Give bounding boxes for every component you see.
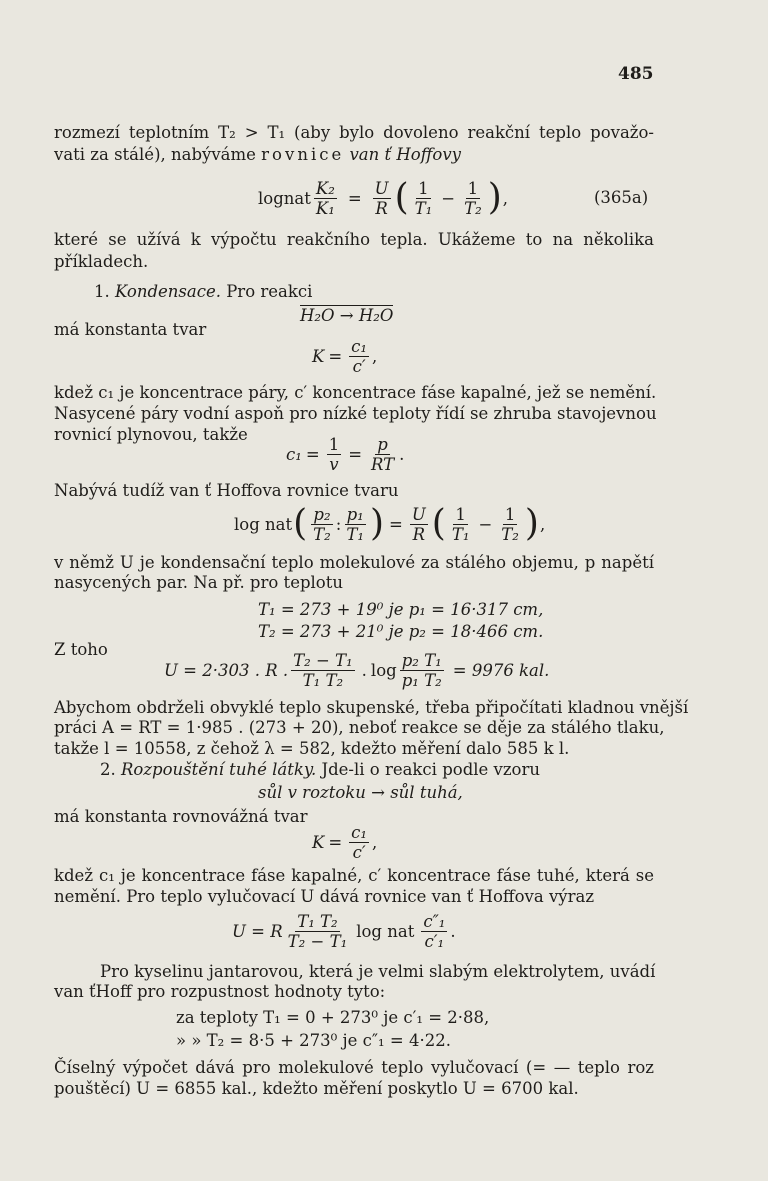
temperature-line-1: T₁ = 273 + 19⁰ je p₁ = 16·317 cm, bbox=[258, 600, 544, 619]
numerator-c1: c₁ bbox=[351, 822, 368, 842]
denominator-R: R bbox=[412, 524, 426, 544]
text-line-13: Z toho bbox=[54, 640, 108, 659]
fraction-1-T1 bbox=[450, 505, 472, 544]
denominator-cp: c′ bbox=[352, 356, 366, 376]
page-number: 485 bbox=[618, 64, 654, 84]
equals-sign: = bbox=[348, 444, 363, 464]
text-line-2a: vati za stálé), nabýváme bbox=[54, 145, 256, 164]
right-paren: ) bbox=[487, 177, 502, 218]
numerator-1: 1 bbox=[328, 434, 340, 454]
text-line-5 bbox=[94, 282, 312, 302]
fraction-p1-T1 bbox=[344, 505, 366, 544]
numerator-p2: p₂ bbox=[313, 504, 331, 524]
fraction-1-T2 bbox=[499, 505, 521, 544]
section-kondensace: Kondensace. bbox=[115, 282, 221, 301]
solubility-row-1: za teploty T₁ = 0 + 273⁰ je c′₁ = 2·88, bbox=[176, 1008, 490, 1027]
denominator-T2: T₂ bbox=[464, 198, 482, 218]
text-line-2 bbox=[54, 145, 654, 165]
left-paren: ( bbox=[431, 503, 446, 544]
fraction-U-R bbox=[373, 179, 391, 218]
fraction-K2-K1 bbox=[314, 179, 337, 218]
numerator-p2T1: p₂ T₁ bbox=[401, 650, 442, 670]
left-paren: ( bbox=[394, 177, 409, 218]
numerator-p: p bbox=[377, 434, 388, 454]
text-line-2b: rovnice bbox=[261, 145, 345, 164]
text-line-14: Abychom obdrželi obvyklé teplo skupenské, třeba připočítati kladnou vnější bbox=[54, 698, 689, 717]
text-line-17c: Jde-li o reakci podle vzoru bbox=[321, 760, 541, 779]
symbol-K: K bbox=[312, 346, 325, 366]
fraction-p2-T2 bbox=[311, 505, 333, 544]
reaction-h2o bbox=[300, 306, 393, 326]
fraction-cpp1-cp1 bbox=[421, 912, 447, 951]
colon: : bbox=[335, 514, 342, 534]
fraction-p2T1-p1T2 bbox=[400, 651, 444, 690]
text-line-20: kdež c₁ je koncentrace fáse kapalné, c′ koncentrace fáse tuhé, která se bbox=[54, 866, 654, 885]
comma: , bbox=[539, 514, 546, 534]
fraction-T2mT1-T1T2 bbox=[291, 651, 355, 690]
comma: , bbox=[372, 832, 378, 852]
text-line-16: takže l = 10558, z čehož λ = 582, kdežto měření dalo 585 k l. bbox=[54, 739, 570, 758]
comma: , bbox=[502, 188, 508, 208]
equation-K-c1-cp bbox=[312, 334, 377, 378]
denominator-v: v bbox=[329, 454, 339, 474]
text-line-8: Nasycené páry vodní aspoň pro nízké teploty řídí se zhruba stavojevnou bbox=[54, 404, 657, 423]
text-line-18: sůl v roztoku → sůl tuhá, bbox=[258, 783, 463, 802]
equals-sign: = bbox=[389, 514, 403, 534]
section-rozpousteni: Rozpouštění tuhé látky. bbox=[121, 760, 317, 779]
log-label: log bbox=[370, 660, 397, 680]
equals-sign: = bbox=[328, 832, 343, 852]
denominator-T2: T₂ bbox=[313, 524, 331, 544]
text-line-4: příkladech. bbox=[54, 252, 149, 271]
period: . bbox=[399, 444, 405, 464]
text-line-17 bbox=[100, 760, 540, 780]
fraction-U-R bbox=[410, 505, 428, 544]
right-paren: ) bbox=[369, 503, 385, 544]
denominator-p1T2: p₁ T₂ bbox=[401, 670, 442, 690]
temperature-line-2: T₂ = 273 + 21⁰ je p₂ = 18·466 cm. bbox=[258, 622, 544, 641]
text-line-12: nasycených par. Na př. pro teplotu bbox=[54, 573, 343, 592]
denominator-R: R bbox=[375, 198, 388, 218]
fraction-c1-cp bbox=[349, 337, 369, 376]
numerator-U: U bbox=[374, 178, 389, 198]
text-line-5c: Pro reakci bbox=[226, 282, 313, 301]
lognat-label: lognat bbox=[258, 188, 311, 208]
text-line-15: práci A = RT = 1·985 . (273 + 20), neboť reakce se děje za stálého tlaku, bbox=[54, 718, 665, 737]
minus-sign: − bbox=[441, 188, 456, 208]
U-result: = 9976 kal. bbox=[452, 660, 550, 680]
fraction-1-T1 bbox=[413, 179, 435, 218]
numerator-cpp1: c″₁ bbox=[423, 911, 446, 931]
item-number-1: 1. bbox=[94, 282, 110, 301]
denominator-cp: c′ bbox=[352, 842, 366, 862]
item-number-2: 2. bbox=[100, 760, 116, 779]
fraction-c1-cp bbox=[349, 823, 369, 862]
text-line-19: má konstanta rovnovážná tvar bbox=[54, 807, 308, 826]
fraction-1-T2 bbox=[462, 179, 484, 218]
equation-label-365a: (365a) bbox=[594, 188, 649, 207]
text-line-9: rovnicí plynovou, takže bbox=[54, 425, 248, 444]
equation-365a bbox=[258, 170, 508, 226]
denominator-K1: K₁ bbox=[315, 198, 335, 218]
equals-sign: = bbox=[305, 444, 320, 464]
reaction-formula: H₂O → H₂O bbox=[300, 306, 394, 325]
equals-sign: = bbox=[347, 188, 362, 208]
solubility-row-2: » » T₂ = 8·5 + 273⁰ je c″₁ = 4·22. bbox=[176, 1031, 451, 1050]
comma: , bbox=[372, 346, 378, 366]
denominator-T1: T₁ bbox=[451, 524, 470, 544]
lognat-label: log nat bbox=[356, 921, 415, 941]
text-line-2c: van ť Hoffovy bbox=[349, 145, 461, 164]
text-line-27: pouštěcí) U = 6855 kal., kdežto měření poskytlo U = 6700 kal. bbox=[54, 1079, 579, 1098]
period: . bbox=[450, 921, 456, 941]
lognat-label: log nat bbox=[234, 514, 293, 534]
text-line-11: v němž U je kondensační teplo molekulové za stálého objemu, p napětí bbox=[54, 553, 654, 572]
text-line-10: Nabývá tudíž van ť Hoffova rovnice tvaru bbox=[54, 481, 399, 500]
numerator-p1: p₁ bbox=[346, 504, 364, 524]
equation-lognat-pressure bbox=[234, 500, 545, 548]
period: . bbox=[361, 660, 367, 680]
text-line-22: Pro kyselinu jantarovou, která je velmi slabým elektrolytem, uvádí bbox=[100, 962, 656, 981]
denominator-RT: RT bbox=[371, 454, 395, 474]
text-line-6: má konstanta tvar bbox=[54, 320, 207, 339]
denominator-cp1: c′₁ bbox=[424, 931, 445, 951]
left-paren: ( bbox=[293, 503, 308, 544]
numerator-c1: c₁ bbox=[351, 336, 368, 356]
denominator-T2: T₂ bbox=[501, 524, 519, 544]
numerator-T1T2: T₁ T₂ bbox=[297, 911, 338, 931]
equation-K-c1-cp-2 bbox=[312, 820, 377, 864]
symbol-c1: c₁ bbox=[286, 444, 302, 464]
denominator-T1T2: T₁ T₂ bbox=[302, 670, 344, 690]
text-line-26: Číselný výpočet dává pro molekulové teplo vylučovací (= — teplo roz bbox=[54, 1058, 654, 1077]
equation-U-R-lognat bbox=[232, 908, 456, 954]
numerator-1: 1 bbox=[455, 504, 466, 524]
text-line-3: které se užívá k výpočtu reakčního tepla. Ukážeme to na několika bbox=[54, 230, 654, 249]
text-line-21: nemění. Pro teplo vylučovací U dává rovnice van ť Hoffova výraz bbox=[54, 887, 595, 906]
numerator-K2: K₂ bbox=[315, 178, 335, 198]
numerator-T2mT1: T₂ − T₁ bbox=[293, 650, 353, 670]
text-line-23: van ťHoff pro rozpustnost hodnoty tyto: bbox=[54, 982, 386, 1001]
fraction-1-v bbox=[327, 435, 342, 474]
equation-c1-v-RT bbox=[286, 432, 404, 476]
denominator-T1: T₁ bbox=[346, 524, 364, 544]
equals-sign: = bbox=[328, 346, 343, 366]
denominator-T1: T₁ bbox=[414, 198, 433, 218]
equation-U-calc bbox=[164, 647, 549, 693]
numerator-1: 1 bbox=[418, 178, 429, 198]
U-eq-R: U = R bbox=[232, 921, 283, 941]
minus-sign: − bbox=[478, 514, 493, 534]
text-line-1: rozmezí teplotním T₂ > T₁ (aby bylo dovoleno reakční teplo považo- bbox=[54, 123, 654, 142]
symbol-K: K bbox=[312, 832, 325, 852]
fraction-p-RT bbox=[369, 435, 396, 474]
U-calc-prefix: U = 2·303 . R . bbox=[164, 660, 289, 680]
denominator-T2mT1: T₂ − T₁ bbox=[287, 931, 348, 951]
right-paren: ) bbox=[524, 503, 539, 544]
text-line-7: kdež c₁ je koncentrace páry, c′ koncentrace fáse kapalné, jež se nemění. bbox=[54, 383, 657, 402]
numerator-1: 1 bbox=[504, 504, 516, 524]
fraction-T1T2-T2mT1 bbox=[286, 912, 350, 951]
numerator-U: U bbox=[411, 504, 426, 524]
numerator-1: 1 bbox=[467, 178, 479, 198]
